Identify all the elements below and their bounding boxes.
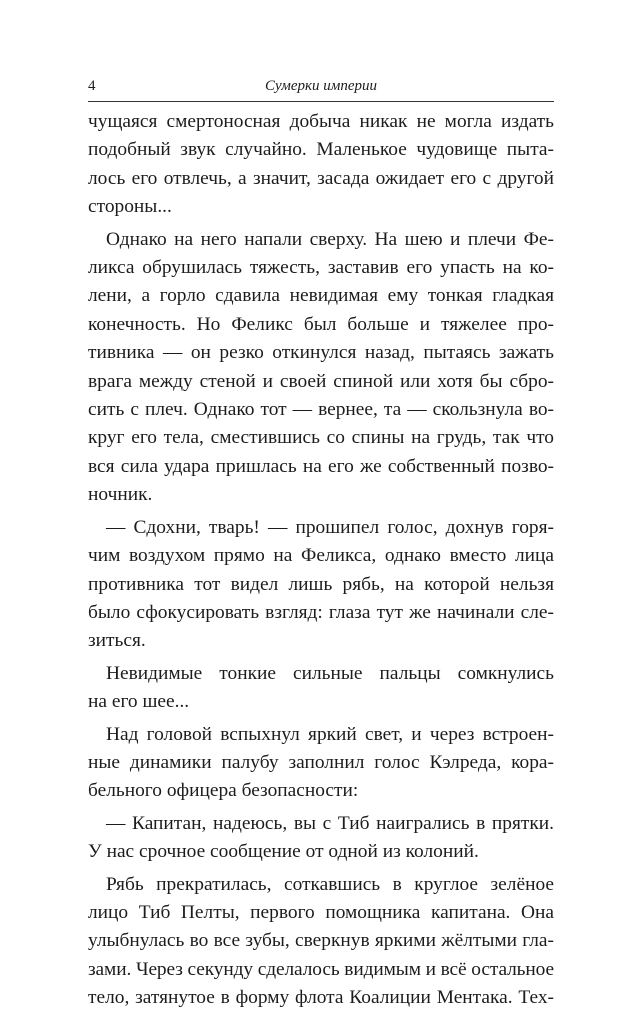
text-line: было сфокусировать взгляд: глаза тут же начинали сле- bbox=[88, 601, 554, 623]
text-line: вся сила удара пришлась на его же собственный позво- bbox=[88, 455, 554, 477]
paragraph-3 bbox=[88, 660, 554, 717]
text-line: врага между стеной и своей спиной или хотя бы сбро- bbox=[88, 370, 554, 392]
text-line: — Сдохни, тварь! — прошипел голос, дохнув горя- bbox=[106, 516, 554, 538]
paragraph-0 bbox=[88, 108, 554, 222]
paragraph-4 bbox=[88, 721, 554, 806]
text-line: чим воздухом прямо на Феликса, однако вместо лица bbox=[88, 545, 554, 567]
paragraph-1 bbox=[88, 226, 554, 510]
text-line: ликса обрушилась тяжесть, заставив его упасть на ко- bbox=[88, 257, 554, 279]
body-text bbox=[88, 108, 554, 1013]
text-line: У нас срочное сообщение от одной из колоний. bbox=[88, 841, 479, 863]
text-line: тивника — он резко откинулся назад, пытаясь зажать bbox=[88, 342, 554, 364]
text-line: Невидимые тонкие сильные пальцы сомкнулись bbox=[106, 662, 554, 684]
text-line: лени, а горло сдавила невидимая ему тонкая гладкая bbox=[88, 285, 554, 307]
text-line: улыбнулась во все зубы, сверкнув яркими жёлтыми гла- bbox=[88, 930, 554, 952]
text-line: зиться. bbox=[88, 630, 146, 652]
header-rule bbox=[88, 101, 554, 102]
text-line: сить с плеч. Однако тот — вернее, та — скользнула во- bbox=[88, 399, 554, 421]
text-line: стороны... bbox=[88, 196, 172, 218]
text-line: подобный звук случайно. Маленькое чудовище пыта- bbox=[88, 139, 554, 161]
text-line: противника тот видел лишь рябь, на которой нельзя bbox=[88, 573, 554, 595]
paragraph-2 bbox=[88, 514, 554, 656]
page-number: 4 bbox=[88, 78, 96, 94]
text-line: лицо Тиб Пелты, первого помощника капитана. Она bbox=[88, 901, 554, 923]
running-title: Сумерки империи bbox=[264, 78, 378, 94]
paragraph-6 bbox=[88, 871, 554, 1013]
text-line: круг его тела, сместившись со спины на грудь, так что bbox=[88, 427, 554, 449]
paragraph-5 bbox=[88, 810, 554, 867]
text-line: зами. Через секунду сделалось видимым и всё остальное bbox=[88, 958, 554, 980]
text-line: чущаяся смертоносная добыча никак не могла издать bbox=[88, 111, 554, 132]
text-line: Рябь прекратилась, соткавшись в круглое зелёное bbox=[106, 873, 554, 895]
text-line: Над головой вспыхнул яркий свет, и через встроен- bbox=[106, 723, 554, 745]
text-line: конечность. Но Феликс был больше и тяжелее про- bbox=[88, 313, 554, 335]
text-line: лось его отвлечь, а значит, засада ожидает его с другой bbox=[88, 167, 554, 189]
text-line: Однако на него напали сверху. На шею и плечи Фе- bbox=[106, 228, 554, 250]
text-line: ные динамики палубу заполнил голос Кэлреда, кора- bbox=[88, 751, 554, 773]
text-line: ночник. bbox=[88, 484, 153, 506]
page-header bbox=[88, 76, 554, 98]
text-line: тело, затянутое в форму флота Коалиции Ментака. Тех- bbox=[88, 987, 554, 1009]
text-line: бельного офицера безопасности: bbox=[88, 780, 359, 802]
text-line: — Капитан, надеюсь, вы с Тиб наигрались в прятки. bbox=[106, 812, 554, 834]
text-line: на его шее... bbox=[88, 691, 190, 713]
